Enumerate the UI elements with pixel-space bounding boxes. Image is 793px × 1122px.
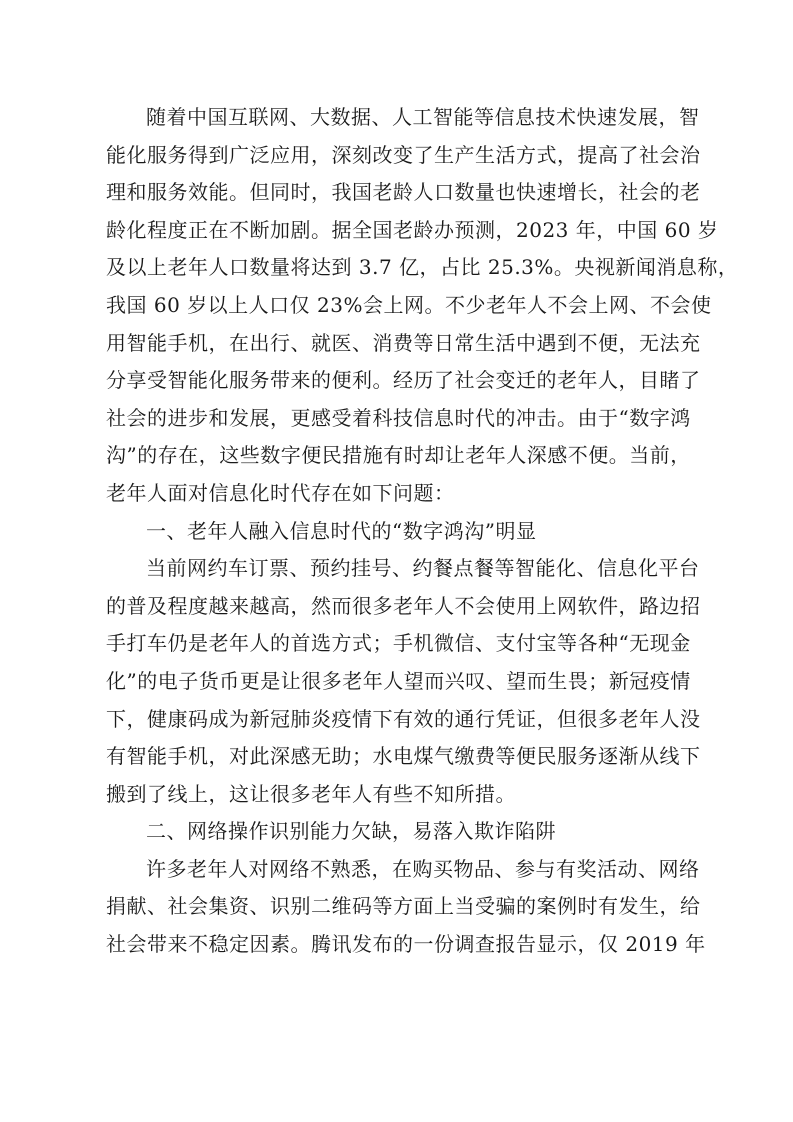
paragraph-line: 沟”的存在，这些数字便民措施有时却让老年人深感不便。当前， — [106, 443, 691, 468]
paragraph-line: 下，健康码成为新冠肺炎疫情下有效的通行凭证，但很多老年人没 — [106, 706, 701, 731]
paragraph-line: 有智能手机，对此深感无助；水电煤气缴费等便民服务逐渐从线下 — [106, 744, 701, 769]
paragraph-line: 的普及程度越来越高，然而很多老年人不会使用上网软件，路边招 — [106, 593, 701, 618]
paragraph-line: 社会带来不稳定因素。腾讯发布的一份调查报告显示，仅 2019 年 — [106, 932, 706, 957]
paragraph-line: 搬到了线上，这让很多老年人有些不知所措。 — [106, 781, 516, 806]
body-text — [106, 99, 739, 964]
paragraph-line: 手打车仍是老年人的首选方式；手机微信、支付宝等各种“无现金 — [106, 631, 691, 656]
paragraph-line: 分享受智能化服务带来的便利。经历了社会变迁的老年人，目睹了 — [106, 368, 701, 393]
section-heading: 一、老年人融入信息时代的“数字鸿沟”明显 — [146, 518, 537, 543]
paragraph-line: 能化服务得到广泛应用，深刻改变了生产生活方式，提高了社会治 — [106, 142, 701, 167]
paragraph-line: 许多老年人对网络不熟悉，在购买物品、参与有奖活动、网络 — [146, 856, 700, 881]
paragraph-line: 随着中国互联网、大数据、人工智能等信息技术快速发展，智 — [146, 105, 700, 129]
paragraph-line: 我国 60 岁以上人口仅 23%会上网。不少老年人不会上网、不会使 — [106, 292, 712, 317]
paragraph-line: 龄化程度正在不断加剧。据全国老龄办预测，2023 年，中国 60 岁 — [106, 217, 719, 242]
section-heading: 二、网络操作识别能力欠缺，易落入欺诈陷阱 — [146, 819, 556, 844]
paragraph-line: 老年人面对信息化时代存在如下问题： — [106, 480, 455, 505]
paragraph-line: 化”的电子货币更是让很多老年人望而兴叹、望而生畏；新冠疫情 — [106, 668, 691, 693]
paragraph-line: 理和服务效能。但同时，我国老龄人口数量也快速增长，社会的老 — [106, 180, 701, 205]
paragraph-line: 当前网约车订票、预约挂号、约餐点餐等智能化、信息化平台 — [146, 556, 700, 581]
paragraph-line: 用智能手机，在出行、就医、消费等日常生活中遇到不便，无法充 — [106, 330, 701, 355]
paragraph-line: 社会的进步和发展，更感受着科技信息时代的冲击。由于“数字鸿 — [106, 405, 691, 430]
paragraph-line: 捐献、社会集资、识别二维码等方面上当受骗的案例时有发生，给 — [106, 894, 701, 919]
paragraph-line: 及以上老年人口数量将达到 3.7 亿，占比 25.3%。央视新闻消息称， — [106, 255, 739, 280]
